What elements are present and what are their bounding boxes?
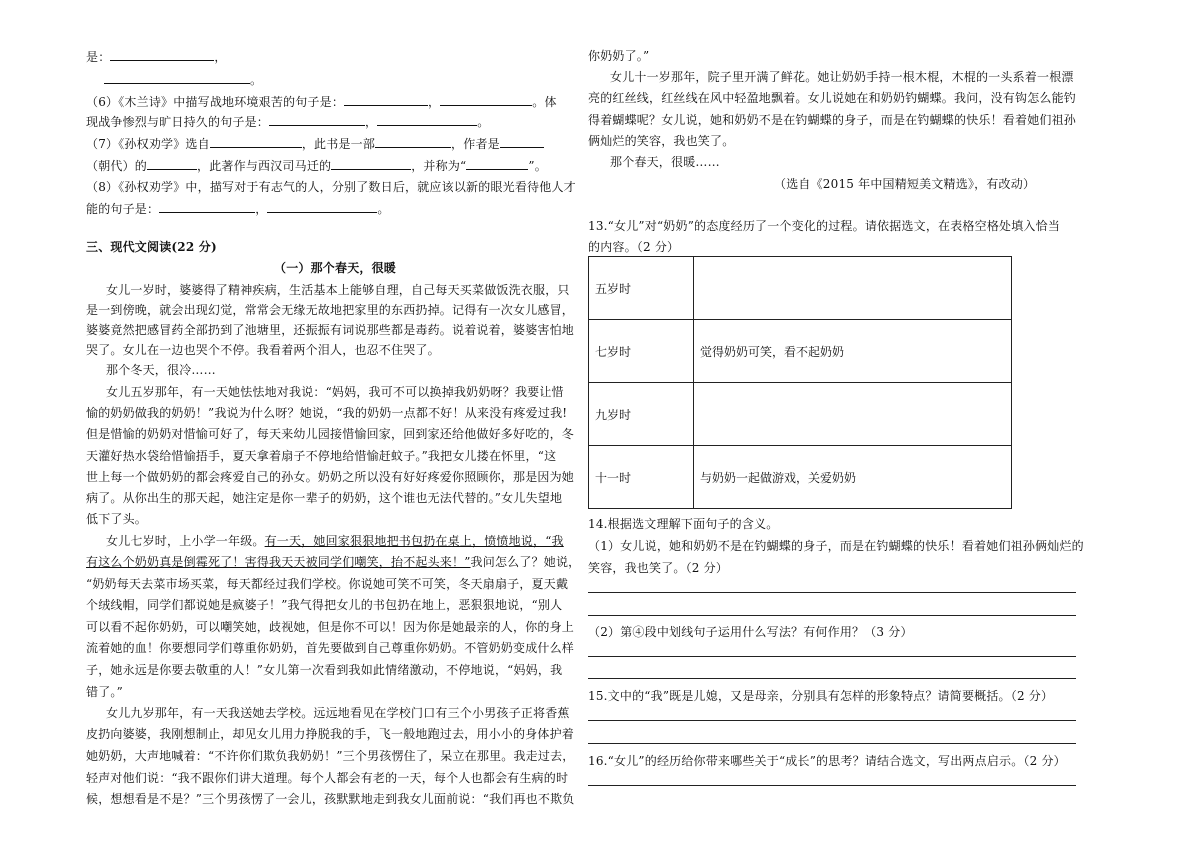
question-line: 是： ， <box>86 50 227 64</box>
answer-blank[interactable] <box>377 113 477 126</box>
passage-line: 轻声对他们说：“我不跟你们讲大道理。每个人都会有老的一天，每个人也都会有生病的时 <box>86 771 569 785</box>
question-6-line: 现战争惨烈与旷日持久的句子是： ， 。 <box>86 115 490 129</box>
passage-line: 哭了。女儿在一边也哭个不停。我看着两个泪人，也忍不住哭了。 <box>86 343 440 357</box>
answer-line[interactable] <box>588 592 1076 593</box>
question-14-2: （2）第④段中划线句子运用什么写法？有何作用？（3 分） <box>588 625 913 639</box>
answer-blank[interactable] <box>466 157 528 170</box>
passage-line: 个绒线帽，同学们都说她是疯婆子！”我气得把女儿的书包扔在地上，恶狠狠地说，“别人 <box>86 598 563 612</box>
answer-blank[interactable] <box>375 135 451 148</box>
attitude-table <box>588 256 1012 509</box>
answer-blank[interactable] <box>331 157 411 170</box>
answer-line[interactable] <box>588 656 1076 657</box>
passage-line: 你奶奶了。” <box>588 49 650 63</box>
table-cell-answer[interactable]: 觉得奶奶可笑，看不起奶奶 <box>694 320 1012 383</box>
answer-blank[interactable] <box>110 48 214 61</box>
answer-blank[interactable] <box>104 71 250 84</box>
table-cell-answer[interactable] <box>694 383 1012 446</box>
table-cell-age: 七岁时 <box>589 320 694 383</box>
answer-blank[interactable] <box>344 93 428 106</box>
passage-line: 低下了头。 <box>86 512 148 526</box>
question-16: 16.“女儿”的经历给你带来哪些关于“成长”的思考？请结合选文，写出两点启示。（2 分） <box>588 754 1066 768</box>
passage-line: 亮的红丝线，红丝线在风中轻盈地飘着。女儿说她在和奶奶钓蝴蝶。我问，没有钩怎么能钓 <box>588 91 1077 105</box>
passage-line: 天灌好热水袋给惜愉捂手，夏天拿着扇子不停地给惜愉赶蚊子。”我把女儿搂在怀里，“这 <box>86 449 557 463</box>
passage-line: 那个冬天，很冷…… <box>106 363 216 377</box>
passage-line: 但是惜愉的奶奶对惜愉可好了，每天来幼儿园接惜愉回家，回到家还给他做好多好吃的，冬 <box>86 427 575 441</box>
passage-title: （一）那个春天，很暖 <box>274 261 397 275</box>
passage-line: 女儿十一岁那年，院子里开满了鲜花。她让奶奶手持一根木棍，木棍的一头系着一根漂 <box>610 70 1074 84</box>
answer-line[interactable] <box>588 678 1076 679</box>
answer-blank[interactable] <box>269 113 365 126</box>
answer-line[interactable] <box>588 720 1076 721</box>
passage-line: 愉的奶奶做我的奶奶！”我说为什么呀？她说，“我的奶奶一点都不好！从来没有疼爱过我! <box>86 406 568 420</box>
table-row <box>589 383 1012 446</box>
passage-line: 女儿五岁那年，有一天她怯怯地对我说：“妈妈，我可不可以换掉我奶奶呀？我要让惜 <box>106 385 564 399</box>
passage-line: 婆婆竟然把感冒药全部扔到了池塘里，还振振有词说那些都是毒药。说着说着，婆婆害怕地 <box>86 323 575 337</box>
answer-blank[interactable] <box>267 200 377 213</box>
passage-line: 错了。” <box>86 685 123 699</box>
passage-line: 是一到傍晚，就会出现幻觉，常常会无缘无故地把家里的东西扔掉。记得有一次女儿感冒， <box>86 303 575 317</box>
question-7-line: （7）《孙权劝学》选自 ，此书是一部 ，作者是 <box>86 135 544 152</box>
table-cell-answer[interactable]: 与奶奶一起做游戏，关爱奶奶 <box>694 446 1012 509</box>
passage-line: 女儿七岁时，上小学一年级。有一天，她回家狠狠地把书包扔在桌上，愤愤地说，“我 <box>106 534 564 548</box>
question-13: 的内容。（2 分） <box>588 240 680 254</box>
answer-line[interactable] <box>588 785 1076 786</box>
answer-blank[interactable] <box>159 200 255 213</box>
underlined-sentence: 有这么个奶奶真是倒霉死了！害得我天天被同学们嘲笑，抬不起头来！” <box>86 555 471 569</box>
answer-blank[interactable] <box>500 135 544 148</box>
table-row <box>589 320 1012 383</box>
passage-line: 她奶奶，大声地喊着：“不许你们欺负我奶奶！”三个男孩愣住了，呆立在那里。我走过去， <box>86 749 575 763</box>
passage-line: 流着她的血！你要想同学们尊重你奶奶，首先要做到自己尊重你奶奶。不管奶奶变成什么样 <box>86 641 575 655</box>
passage-line: 有这么个奶奶真是倒霉死了！害得我天天被同学们嘲笑，抬不起头来！”我问怎么了？她说， <box>86 555 581 569</box>
passage-line: 病了。从你出生的那天起，她注定是你一辈子的奶奶，这个谁也无法代替的。”女儿失望地 <box>86 491 563 505</box>
table-row <box>589 257 1012 320</box>
passage-line: 女儿一岁时，婆婆得了精神疾病，生活基本上能够自理，自己每天买菜做饭洗衣服，只 <box>106 283 570 297</box>
passage-line: 可以看不起你奶奶，可以嘲笑她，歧视她，但是你不可以！因为你是她最亲的人，你的身上 <box>86 620 575 634</box>
question-14: 14.根据选文理解下面句子的含义。 <box>588 517 779 531</box>
question-15: 15.文中的“我”既是儿媳，又是母亲，分别具有怎样的形象特点？请简要概括。（2 分） <box>588 689 1054 703</box>
underlined-sentence: 有一天，她回家狠狠地把书包扔在桌上，愤愤地说，“我 <box>264 534 564 548</box>
passage-line: 皮扔向婆婆，我刚想制止，却见女儿用力挣脱我的手，飞一般地跑过去，用小小的身体护着 <box>86 727 575 741</box>
passage-line: “奶奶每天去菜市场买菜，每天都经过我们学校。你说她可笑不可笑，冬天扇扇子，夏天戴 <box>86 577 569 591</box>
passage-line: 得着蝴蝶呢？女儿说，她和奶奶不是在钓蝴蝶的身子，而是在钓蝴蝶的快乐！看着她们祖孙 <box>588 113 1077 127</box>
question-7-line: （朝代）的 ，此著作与西汉司马迁的 ，并称为“ ”。 <box>86 159 547 173</box>
question-8-line: （8）《孙权劝学》中，描写对于有志气的人，分别了数日后，就应该以新的眼光看待他人才 <box>86 180 576 194</box>
question-8-line: 能的句子是： ， 。 <box>86 202 390 216</box>
question-14-1: （1）女儿说，她和奶奶不是在钓蝴蝶的身子，而是在钓蝴蝶的快乐！看着她们祖孙俩灿烂的 <box>588 539 1084 553</box>
question-line: 。 <box>104 71 262 88</box>
passage-line: 那个春天，很暖…… <box>610 155 720 169</box>
section-heading: 三、现代文阅读(22 分) <box>86 240 217 254</box>
answer-line[interactable] <box>588 615 1076 616</box>
passage-line: 子，她永远是你要去敬重的人！”女儿第一次看到我如此情绪激动，不停地说，“妈妈，我 <box>86 663 563 677</box>
answer-blank[interactable] <box>210 135 302 148</box>
passage-line: 世上每一个做奶奶的都会疼爱自己的孙女。奶奶之所以没有好好疼爱你照顾你，那是因为她 <box>86 470 575 484</box>
question-13: 13.“女儿”对“奶奶”的态度经历了一个变化的过程。请依据选文，在表格空格处填入恰当 <box>588 219 1061 233</box>
question-6-line: （6）《木兰诗》中描写战地环境艰苦的句子是： ， 。体 <box>86 95 557 109</box>
table-cell-age: 九岁时 <box>589 383 694 446</box>
passage-line: 女儿九岁那年，有一天我送她去学校。远远地看见在学校门口有三个小男孩子正将香蕉 <box>106 706 570 720</box>
table-cell-answer[interactable] <box>694 257 1012 320</box>
table-cell-age: 十一时 <box>589 446 694 509</box>
answer-blank[interactable] <box>440 93 532 106</box>
passage-line: 俩灿烂的笑容，我也笑了。 <box>588 134 735 148</box>
answer-blank[interactable] <box>147 157 197 170</box>
question-14-1: 笑容，我也笑了。（2 分） <box>588 561 729 575</box>
answer-line[interactable] <box>588 743 1076 744</box>
source-citation: （选自《2015 年中国精短美文精选》，有改动） <box>774 177 1036 191</box>
table-cell-age: 五岁时 <box>589 257 694 320</box>
table-row <box>589 446 1012 509</box>
passage-line: 候，想想看是不是？”三个男孩愣了一会儿，孩默默地走到我女儿面前说：“我们再也不欺负 <box>86 792 575 806</box>
